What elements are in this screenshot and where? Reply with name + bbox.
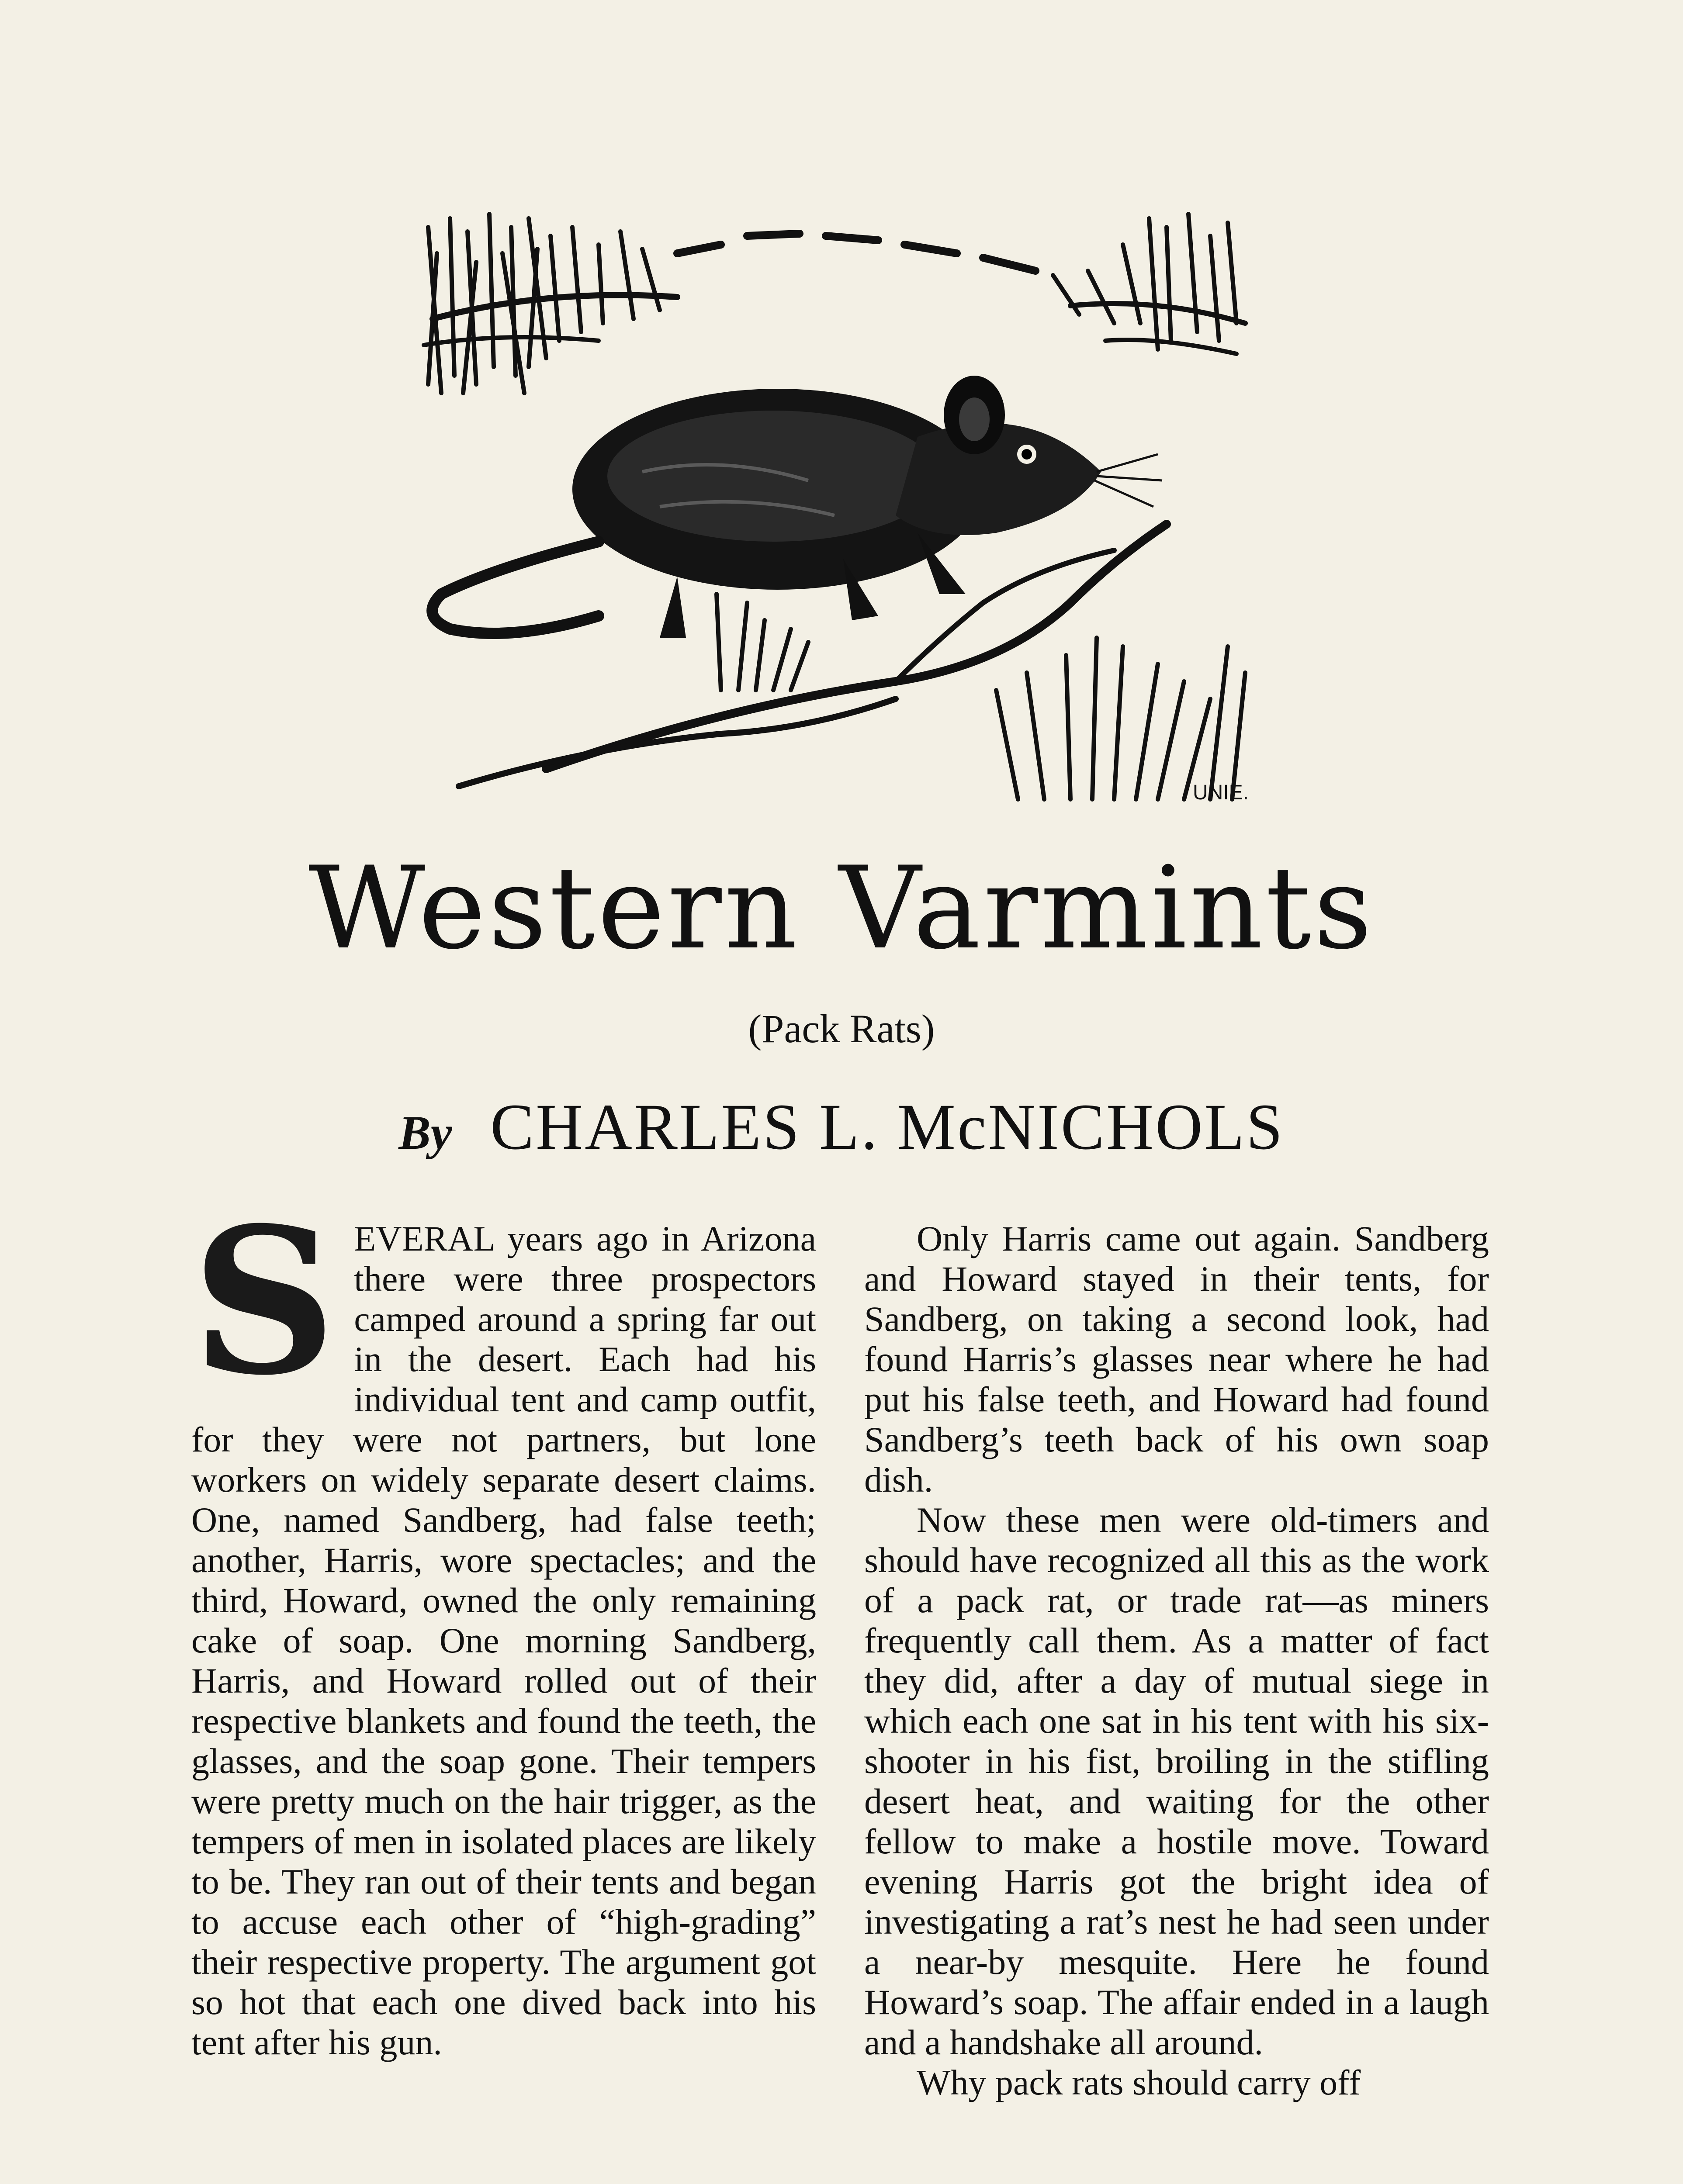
- byline: [0, 1088, 1683, 1172]
- paragraph-4: Why pack rats should carry off: [917, 2063, 1361, 2102]
- illustration-signature: UNIE.: [1193, 781, 1249, 804]
- article-title: Western Varmints: [308, 843, 1375, 975]
- drop-cap: S: [191, 1184, 337, 1420]
- paragraph-3: Now these men were old-timers and should have recognized all this as the work of a pack rat, or trade rat—as miners frequently call them. As a matter of fact they did, after a day of mutual siege in which each one sat in his tent with his six-shooter in his fist, broiling in the stifling desert heat, and waiting for the other fellow to make a hostile move. Toward evening Harris got the bright idea of investigating a rat’s nest he had seen under a near-by mesquite. Here he found Howard’s soap. The affair ended in a laugh and a handshake all around.: [864, 1500, 1489, 2062]
- byline-prefix: By: [398, 1106, 452, 1159]
- author-name: CHARLES L. McNICHOLS: [490, 1091, 1285, 1163]
- column-right: [864, 1219, 1489, 2103]
- pack-rat-illustration: [415, 210, 1271, 821]
- paragraph-1: EVERAL years ago in Arizona there were three prospectors camped around a spring far out in the desert. Each had his individual tent and camp outfit, for they were not partners, but lone workers on widely separate desert claims. One, named Sandberg, had false teeth; another, Harris, wore spectacles; and the third, Howard, owned the only remaining cake of soap. One morning Sandberg, Harris, and Howard rolled out of their respective blankets and found the teeth, the glasses, and the soap gone. Their tempers were pretty much on the hair trigger, as the tempers of men in isolated places are likely to be. They ran out of their tents and began to accuse each other of “high-grading” their respective property. The argument got so hot that each one dived back into his tent after his gun.: [191, 1219, 816, 2062]
- paragraph-2: Only Harris came out again. Sandberg and Howard stayed in their tents, for Sandberg, on taking a second look, had found Harris’s glasses near where he had put his false teeth, and Howard had found Sandberg’s teeth back of his own soap dish.: [864, 1219, 1489, 1500]
- column-left: [191, 1184, 816, 2063]
- article-subtitle: (Pack Rats): [748, 1006, 935, 1051]
